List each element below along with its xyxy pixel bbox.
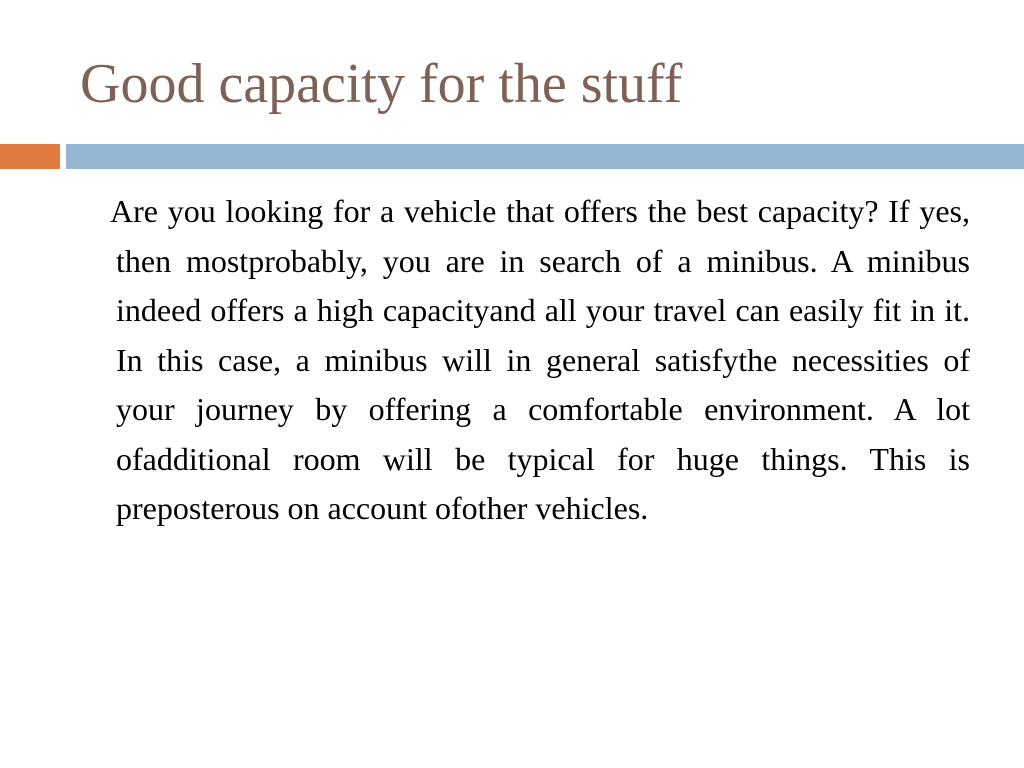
slide-body-text: Are you looking for a vehicle that offers the best capacity? If yes, then mostprobably, you are in search of a minibus. A minibus indeed offers a high capacityand all your travel can easily fit in it. In this case, a minibus will in general satisfythe necessities of your journey by offering a comfortable environment. A lot ofadditional room will be typical for huge things. This is preposterous on account ofother vehicles. <box>110 193 970 526</box>
slide-title: Good capacity for the stuff <box>80 53 683 115</box>
accent-bar-orange <box>0 144 60 169</box>
accent-bar-blue <box>66 144 1024 169</box>
